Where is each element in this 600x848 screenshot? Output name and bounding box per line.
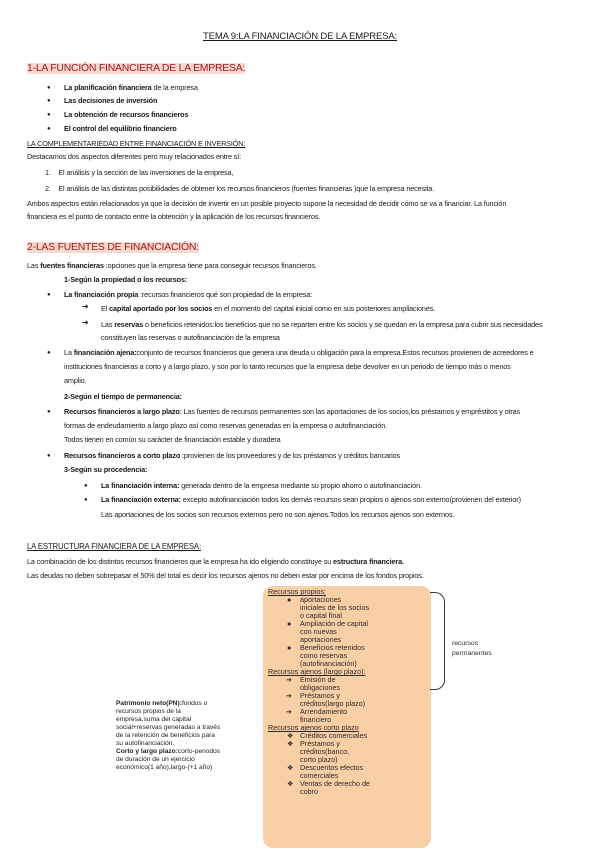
largo-plazo-item: ● Recursos financieros a largo plazo: Las fuentes de recursos permanentes son las aportaciones de los socios,los préstamos y empréstitos y otras	[64, 407, 520, 417]
propios-item: con nuevas	[300, 627, 337, 636]
ajenos-cp-item: cobro	[300, 787, 318, 796]
interna-item: ● La financiación interna: generada dentro de la empresa mediante su propio ahorro o autofinanciación.	[101, 481, 422, 491]
propios-item: aportaciones	[300, 595, 342, 604]
section3-heading: LA ESTRUCTURA FINANCIERA DE LA EMPRESA:	[27, 542, 201, 551]
propios-item: (autofinanciación)	[300, 659, 357, 668]
propia-capital: El capital aportado por los socios en el momento del capital inicial como en sus posteriores ampliaciones.	[101, 304, 436, 313]
propios-item: Beneficios retenidos	[300, 643, 365, 652]
ajenos-cp-item: Préstamos y	[300, 739, 340, 748]
ajena-line2: instituciones financieras a corto y a largo plazo, y son por lo tanto recursos que la empresa debe devolver en un periodo de tiempo más o menos	[64, 362, 511, 371]
numbered-item-2: 2. El análisis de las distintas posibilidades de obtener los recursos financieros (fuentes financieras )que la empresa necesita.	[45, 184, 435, 193]
note-line-5: de la retención de beneficios para	[116, 732, 215, 739]
ajenos-cp-item: Créditos comerciales	[300, 731, 368, 740]
note-line-7: Corto y largo plazo:corto-periodos	[116, 748, 221, 755]
recursos-propios-title: Recursos propios:	[268, 587, 326, 596]
ajenos-cp-item: corto plazo)	[300, 755, 338, 764]
ajenos-cp-item: comerciales	[300, 771, 339, 780]
propios-item: o capital final	[300, 611, 342, 620]
arrow-icon: ➔	[286, 691, 293, 700]
ajenos-cp-title: Recursos ajenos corto plazo	[268, 723, 359, 732]
complementarity-intro: Destacamos dos aspectos diferentes pero muy relacionados entre sí:	[27, 152, 241, 161]
numbered-item-1: 1. El análisis y la sección de las inversiones de la empresa,	[45, 168, 234, 177]
arrow-icon: ➔	[286, 707, 293, 716]
brace	[430, 592, 445, 690]
s1-bullet-4: ● El control del equilibrio financiero	[64, 124, 177, 134]
arrow-icon: ➔	[82, 302, 89, 311]
note-line-3: empresa,suma del capital	[116, 716, 192, 723]
ajenos-lp-item: créditos(largo plazo)	[300, 699, 366, 708]
criterion-3: 3-Según su procedencia:	[64, 465, 148, 474]
section1-heading: 1-LA FUNCIÓN FINANCIERA DE LA EMPRESA:	[27, 63, 246, 74]
largo-plazo-line2: formas de endeudamiento a largo plazo así como reservas generadas en la empresa o autofinanciación.	[64, 421, 388, 430]
bullet-icon: ●	[287, 595, 292, 604]
ajenos-lp-item: Préstamos y	[300, 691, 340, 700]
propios-item: Ampliación de capital	[300, 619, 368, 628]
diamond-icon: ❖	[287, 779, 294, 788]
criterion-1: 1-Según la propiedad o los recursos:	[64, 275, 188, 284]
bullet-icon: ●	[287, 619, 292, 628]
propios-item: aportaciones	[300, 635, 342, 644]
brace-label: recursos	[452, 640, 479, 647]
bullet-icon: ●	[287, 643, 292, 652]
diamond-icon: ❖	[287, 763, 294, 772]
propia-item: ● La financiación propia :recursos financieros qué son propiedad de la empresa:	[64, 290, 312, 300]
ajenos-lp-item: Arrendamiento	[300, 707, 348, 716]
s2-intro: Las fuentes financieras :opciones que la empresa tiene para conseguir recursos financieros.	[27, 261, 317, 270]
s1-paragraph-line2: financiera es el punto de contacto entre la obtención y la aplicación de los recursos financieros.	[27, 212, 321, 221]
document-title: TEMA 9:LA FINANCIACIÓN DE LA EMPRESA:	[202, 31, 397, 42]
note-line-6: su autofinanciación.	[116, 740, 175, 747]
s1-paragraph-line1: Ambos aspectos están relacionados ya que la decisión de invertir en un posible proyecto supone la necesidad de decidir cómo se va a financiar. La función	[27, 199, 507, 208]
note-line-2: recursos propios de la	[116, 708, 181, 715]
arrow-icon: ➔	[82, 318, 89, 327]
complementarity-heading: LA COMPLEMENTARIEDAD ENTRE FINANCIACIÓN E INVERSIÓN:	[27, 139, 246, 148]
section2-heading: 2-LAS FUENTES DE FINANCIACIÓN:	[27, 242, 199, 253]
largo-plazo-line3: Todos tienen en común su carácter de financiación estable y duradera	[64, 435, 281, 444]
ajenos-lp-title: Recursos ajenos (largo plazo):	[268, 667, 366, 676]
s3-line1: La combinación de los distintos recursos financieros que la empresa ha ido eligiendo constituye su estructura financiera.	[27, 557, 404, 566]
diamond-icon: ❖	[287, 731, 294, 740]
note-line-9: económico(1 año),largo-(+1 año)	[116, 764, 213, 771]
arrow-icon: ➔	[286, 675, 293, 684]
corto-plazo-item: ● Recursos financieros a corto plazo :provienen de los proveedores y de los préstamos y créditos bancarios	[64, 451, 400, 461]
ajenos-cp-item: Descuentos efectos	[300, 763, 364, 772]
externa-item: ● La financiación externa: excepto autofinanciación todos los demás recursos sean propios o ajenos son externo(provienen del exterior)	[101, 495, 521, 505]
ajenos-lp-item: financiero	[300, 715, 332, 724]
s1-bullet-2: ● Las decisiones de inversión	[64, 96, 157, 106]
note-line-8: de duración de un ejercicio	[116, 756, 195, 763]
brace-label-2: permanentes	[452, 650, 492, 657]
s1-bullet-1: ● La planificación financiera de la empresa	[64, 83, 198, 93]
diamond-icon: ❖	[287, 739, 294, 748]
propios-item: iniciales de los socios	[300, 603, 370, 612]
propia-reservas: Las reservas o beneficios retenidos:los beneficios que no se reparten entre los socios y se quedan en la empresa para cubrir sus necesidades	[101, 320, 543, 329]
ajena-item: ● La financiación ajena:conjunto de recursos financieros que genera una deuda u obligación para la empresa.Estos recursos provienen de acreedores e	[64, 348, 533, 358]
ajena-line3: amplio.	[64, 376, 87, 385]
externa-line2: Las aportaciones de los socios son recursos externos pero no son ajenos.Todos los recursos ajenos son externos.	[101, 510, 455, 519]
note-line-4: social+reservas generadas a través	[116, 724, 221, 731]
ajenos-lp-item: Emisión de	[300, 675, 336, 684]
ajenos-cp-item: créditos(banco,	[300, 747, 350, 756]
criterion-2: 2-Según el tiempo de permanencia:	[64, 392, 182, 401]
propios-item: como reservas	[300, 651, 348, 660]
ajenos-lp-item: obligaciones	[300, 683, 340, 692]
ajenos-cp-item: Ventas de derecho de	[300, 779, 370, 788]
note-line-1: Patrimonio neto(PN):fondos o	[116, 700, 208, 707]
propia-reservas-line2: constituyen las reservas o autofinanciación de la empresa	[101, 333, 280, 342]
s3-line2: Las deudas no deben sobrepasar el 50% del total es decir los recursos ajenos no deben estar por encima de los fondos propios.	[27, 571, 424, 580]
s1-bullet-3: ● La obtención de recursos financieros	[64, 110, 188, 120]
